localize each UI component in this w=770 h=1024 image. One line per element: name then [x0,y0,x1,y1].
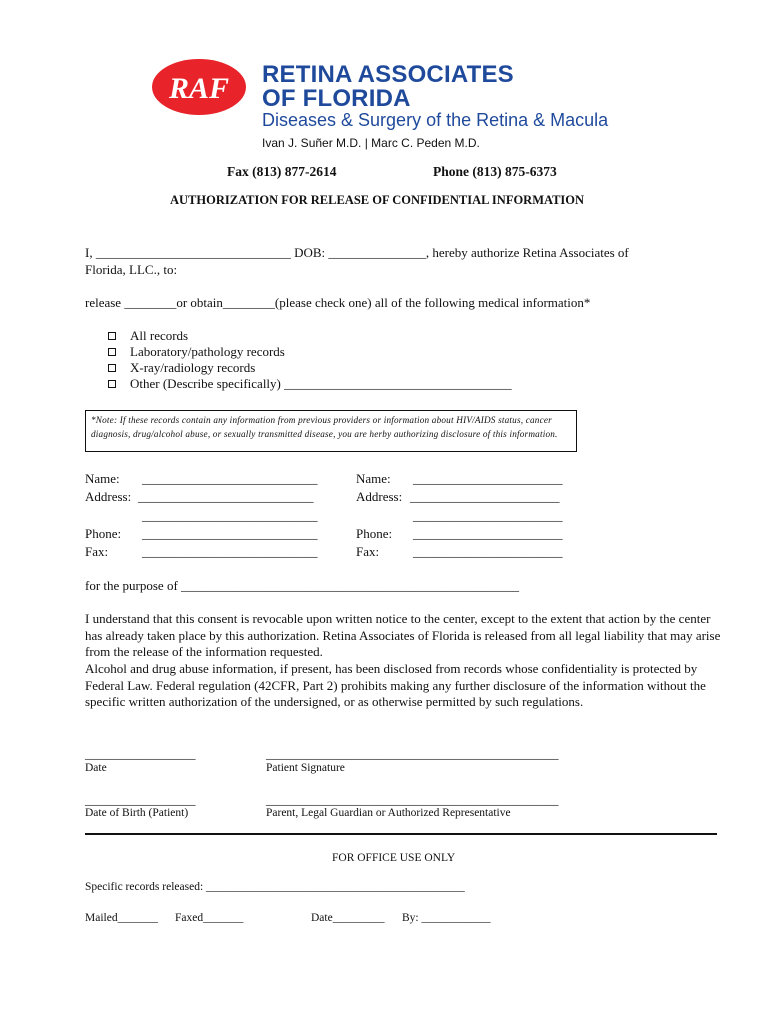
patient-signature-label: Patient Signature [266,762,345,774]
right-fax-label: Fax: [356,544,380,559]
left-address-field[interactable]: ___________________________ [138,489,314,504]
note-text: *Note: If these records contain any information from previous providers or information about HIV/AIDS status, cancer diagnosis, drug/alcohol abuse, or sexually transmitted disease, you are herby authorizing disclosure of this information. [91,415,558,439]
checkbox-other-records[interactable] [108,380,116,388]
purpose-line[interactable]: for the purpose of ____________________________________________________ [85,578,520,593]
logo-mark-text: RAF [168,72,230,105]
option-xray-records: X-ray/radiology records [130,360,256,375]
office-use-title: FOR OFFICE USE ONLY [332,852,456,864]
guardian-signature-line[interactable]: _____________________________________________ [266,792,559,807]
right-phone-label: Phone: [356,526,393,541]
left-phone-field[interactable]: ___________________________ [142,526,318,541]
patient-signature-line[interactable]: _____________________________________________ [266,746,559,761]
right-address-label: Address: [356,489,403,504]
authorization-line: I, ______________________________ DOB: _______________, hereby authorize Retina Associates of [85,245,629,260]
office-use-divider [85,833,717,835]
fax-number: Fax (813) 877-2614 [227,164,337,179]
brand-doctors: Ivan J. Suñer M.D. | Marc C. Peden M.D. [262,136,480,150]
right-name-field[interactable]: _______________________ [413,471,563,486]
left-address-field-2[interactable]: ___________________________ [142,508,318,523]
authorization-line-2: Florida, LLC., to: [85,262,178,277]
left-fax-label: Fax: [85,544,109,559]
form-title: AUTHORIZATION FOR RELEASE OF CONFIDENTIAL INFORMATION [170,193,585,207]
right-address-field-2[interactable]: _______________________ [413,508,563,523]
left-phone-label: Phone: [85,526,122,541]
right-fax-field[interactable]: _______________________ [413,544,563,559]
right-phone-field[interactable]: _______________________ [413,526,563,541]
guardian-signature-label: Parent, Legal Guardian or Authorized Representative [266,807,511,819]
date-signature-line[interactable]: _________________ [85,746,196,761]
checkbox-lab-records[interactable] [108,348,116,356]
right-name-label: Name: [356,471,391,486]
brand-name-line2: OF FLORIDA [262,85,411,112]
brand-tagline: Diseases & Surgery of the Retina & Macula [262,110,609,130]
by-field[interactable]: By: ____________ [402,912,491,924]
checkbox-all-records[interactable] [108,332,116,340]
option-lab-records: Laboratory/pathology records [130,344,285,359]
left-address-label: Address: [85,489,132,504]
federal-regulation-paragraph: Alcohol and drug abuse information, if present, has been disclosed from records whose confidentiality is protected by Federal Law. Federal regulation (42CFR, Part 2) prohibits making any further disclosure of the information without the specific written authorization of the undersigned, or as otherwise permitted by such regulations. [85,661,706,709]
brand-name-line1: RETINA ASSOCIATES [262,61,514,88]
office-date-field[interactable]: Date_________ [311,912,385,924]
left-name-field[interactable]: ___________________________ [142,471,318,486]
left-name-label: Name: [85,471,120,486]
release-or-obtain-line: release ________or obtain________(please check one) all of the following medical information* [85,295,591,310]
left-fax-field[interactable]: ___________________________ [142,544,318,559]
retina-associates-logo-mark [150,56,250,118]
right-address-field[interactable]: _______________________ [410,489,560,504]
specific-records-released[interactable]: Specific records released: _____________________________________________ [85,881,465,893]
phone-number: Phone (813) 875-6373 [433,164,557,179]
date-label: Date [85,762,107,774]
checkbox-xray-records[interactable] [108,364,116,372]
option-all-records: All records [130,328,189,343]
consent-paragraph: I understand that this consent is revocable upon written notice to the center, except to the extent that action by the center has already taken place by this authorization. Retina Associates of Florida is released from all legal liability that may arise from the release of the information requested. [85,611,721,659]
mailed-field[interactable]: Mailed_______ [85,912,158,924]
option-other-records: Other (Describe specifically) ___________________________________ [130,376,512,391]
dob-signature-line[interactable]: _________________ [85,792,196,807]
faxed-field[interactable]: Faxed_______ [175,912,244,924]
dob-label: Date of Birth (Patient) [85,807,189,819]
